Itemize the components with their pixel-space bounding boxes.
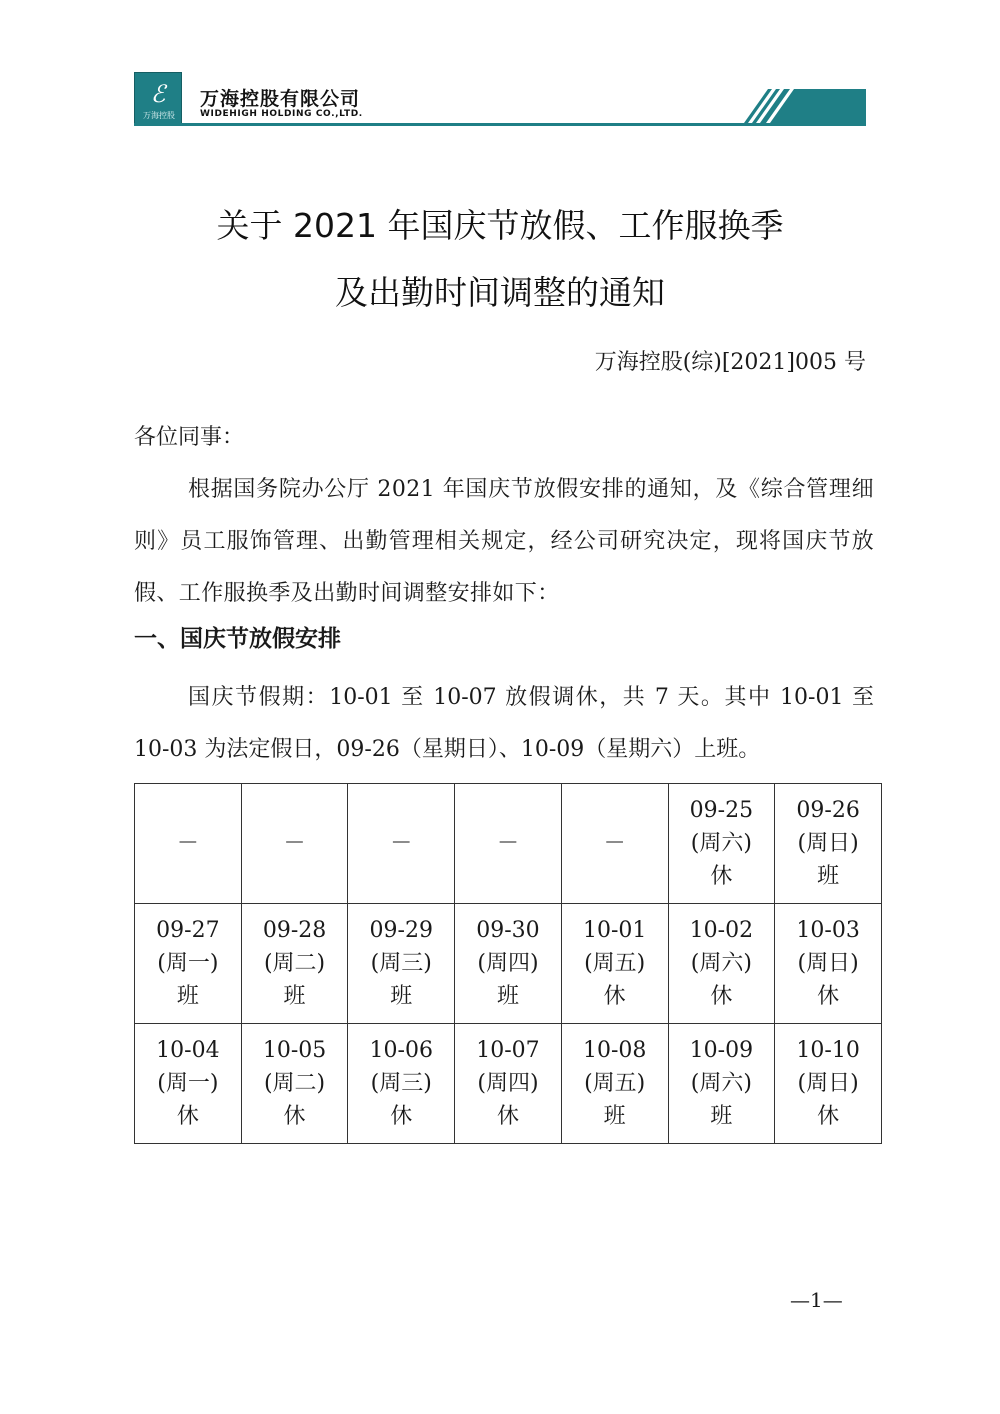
greeting: 各位同事： bbox=[134, 425, 245, 450]
empty-dash: － bbox=[176, 831, 199, 856]
table-row bbox=[135, 1024, 882, 1144]
letterhead bbox=[134, 72, 866, 128]
calendar-cell bbox=[135, 1024, 242, 1144]
document-title-line-1: 关于 2021 年国庆节放假、工作服换季 bbox=[216, 206, 784, 245]
cell-status: 班 bbox=[603, 1104, 626, 1129]
cell-date: 09-28 bbox=[262, 918, 327, 943]
calendar-cell bbox=[455, 1024, 562, 1144]
cell-date: 10-03 bbox=[796, 918, 860, 943]
cell-status: 班 bbox=[710, 1104, 733, 1129]
logo-emblem-icon: ℰ bbox=[150, 80, 166, 108]
company-name-cn: 万海控股有限公司 bbox=[200, 88, 361, 110]
cell-status: 休 bbox=[496, 1104, 519, 1129]
holiday-calendar-table bbox=[134, 783, 882, 1144]
cell-date: 09-26 bbox=[796, 798, 860, 823]
calendar-cell bbox=[348, 904, 455, 1024]
calendar-cell-empty bbox=[455, 784, 562, 904]
cell-weekday: (周五) bbox=[584, 951, 646, 976]
cell-weekday: (周一) bbox=[157, 1071, 219, 1096]
calendar-cell bbox=[241, 1024, 348, 1144]
cell-status: 休 bbox=[817, 984, 840, 1009]
cell-date: 10-09 bbox=[689, 1038, 754, 1063]
body-paragraph-2: 国庆节假期：10-01 至 10-07 放假调休，共 7 天。其中 10-01 至 10-03 为法定假日，09-26（星期日）、10-09（星期六）上班。 bbox=[134, 685, 874, 762]
calendar-cell bbox=[775, 1024, 882, 1144]
calendar-cell bbox=[775, 904, 882, 1024]
company-logo bbox=[134, 72, 182, 124]
cell-status: 休 bbox=[710, 864, 733, 889]
document-number: 万海控股(综)[2021]005 号 bbox=[594, 350, 866, 375]
header-stripe-decoration bbox=[634, 89, 866, 126]
cell-weekday: (周日) bbox=[797, 951, 859, 976]
cell-weekday: (周六) bbox=[690, 1071, 752, 1096]
cell-status: 班 bbox=[283, 984, 306, 1009]
cell-status: 班 bbox=[176, 984, 199, 1009]
cell-status: 休 bbox=[176, 1104, 199, 1129]
cell-status: 班 bbox=[496, 984, 519, 1009]
cell-status: 休 bbox=[817, 1104, 840, 1129]
cell-weekday: (周二) bbox=[263, 1071, 326, 1096]
cell-status: 休 bbox=[710, 984, 733, 1009]
cell-date: 10-01 bbox=[582, 918, 647, 943]
cell-date: 10-07 bbox=[476, 1038, 540, 1063]
calendar-cell bbox=[775, 784, 882, 904]
header-rule bbox=[134, 123, 866, 126]
cell-date: 10-04 bbox=[156, 1038, 220, 1063]
cell-date: 10-10 bbox=[796, 1038, 860, 1063]
cell-status: 班 bbox=[817, 864, 840, 889]
cell-status: 休 bbox=[283, 1104, 306, 1129]
section-heading-holiday: 一、国庆节放假安排 bbox=[134, 626, 341, 652]
calendar-cell-empty bbox=[135, 784, 242, 904]
calendar-cell bbox=[668, 904, 775, 1024]
calendar-cell-empty bbox=[561, 784, 668, 904]
empty-dash: － bbox=[496, 831, 519, 856]
calendar-cell bbox=[668, 1024, 775, 1144]
table-row bbox=[135, 784, 882, 904]
company-name-en: WIDEHIGH HOLDING CO.,LTD. bbox=[200, 109, 363, 119]
calendar-cell bbox=[668, 784, 775, 904]
calendar-cell-empty bbox=[348, 784, 455, 904]
document-title-line-2: 及出勤时间调整的通知 bbox=[335, 273, 665, 312]
body-paragraph-1: 根据国务院办公厅 2021 年国庆节放假安排的通知，及《综合管理细则》员工服饰管理、出勤管理相关规定，经公司研究决定，现将国庆节放假、工作服换季及出勤时间调整安排如下： bbox=[134, 477, 874, 606]
calendar-cell bbox=[561, 1024, 668, 1144]
cell-date: 10-06 bbox=[369, 1038, 433, 1063]
cell-date: 10-08 bbox=[582, 1038, 647, 1063]
cell-weekday: (周三) bbox=[370, 1071, 432, 1096]
calendar-cell bbox=[348, 1024, 455, 1144]
cell-weekday: (周四) bbox=[477, 951, 539, 976]
cell-weekday: (周六) bbox=[690, 951, 752, 976]
cell-date: 09-29 bbox=[369, 918, 433, 943]
page-number: —1— bbox=[790, 1288, 843, 1312]
cell-weekday: (周六) bbox=[690, 831, 752, 856]
cell-weekday: (周日) bbox=[797, 831, 859, 856]
calendar-cell-empty bbox=[241, 784, 348, 904]
cell-status: 班 bbox=[390, 984, 413, 1009]
table-row bbox=[135, 904, 882, 1024]
cell-date: 10-02 bbox=[689, 918, 754, 943]
calendar-cell bbox=[135, 904, 242, 1024]
cell-weekday: (周三) bbox=[370, 951, 432, 976]
calendar-cell bbox=[561, 904, 668, 1024]
calendar-cell bbox=[241, 904, 348, 1024]
empty-dash: － bbox=[390, 831, 413, 856]
cell-date: 10-05 bbox=[262, 1038, 327, 1063]
cell-date: 09-25 bbox=[689, 798, 754, 823]
cell-status: 休 bbox=[390, 1104, 413, 1129]
cell-weekday: (周四) bbox=[477, 1071, 539, 1096]
cell-weekday: (周日) bbox=[797, 1071, 859, 1096]
cell-date: 09-27 bbox=[156, 918, 220, 943]
cell-status: 休 bbox=[603, 984, 626, 1009]
logo-text: 万海控股 bbox=[143, 111, 175, 120]
empty-dash: － bbox=[283, 831, 306, 856]
cell-date: 09-30 bbox=[476, 918, 540, 943]
cell-weekday: (周二) bbox=[263, 951, 326, 976]
cell-weekday: (周五) bbox=[584, 1071, 646, 1096]
empty-dash: － bbox=[603, 831, 626, 856]
cell-weekday: (周一) bbox=[157, 951, 219, 976]
calendar-cell bbox=[455, 904, 562, 1024]
